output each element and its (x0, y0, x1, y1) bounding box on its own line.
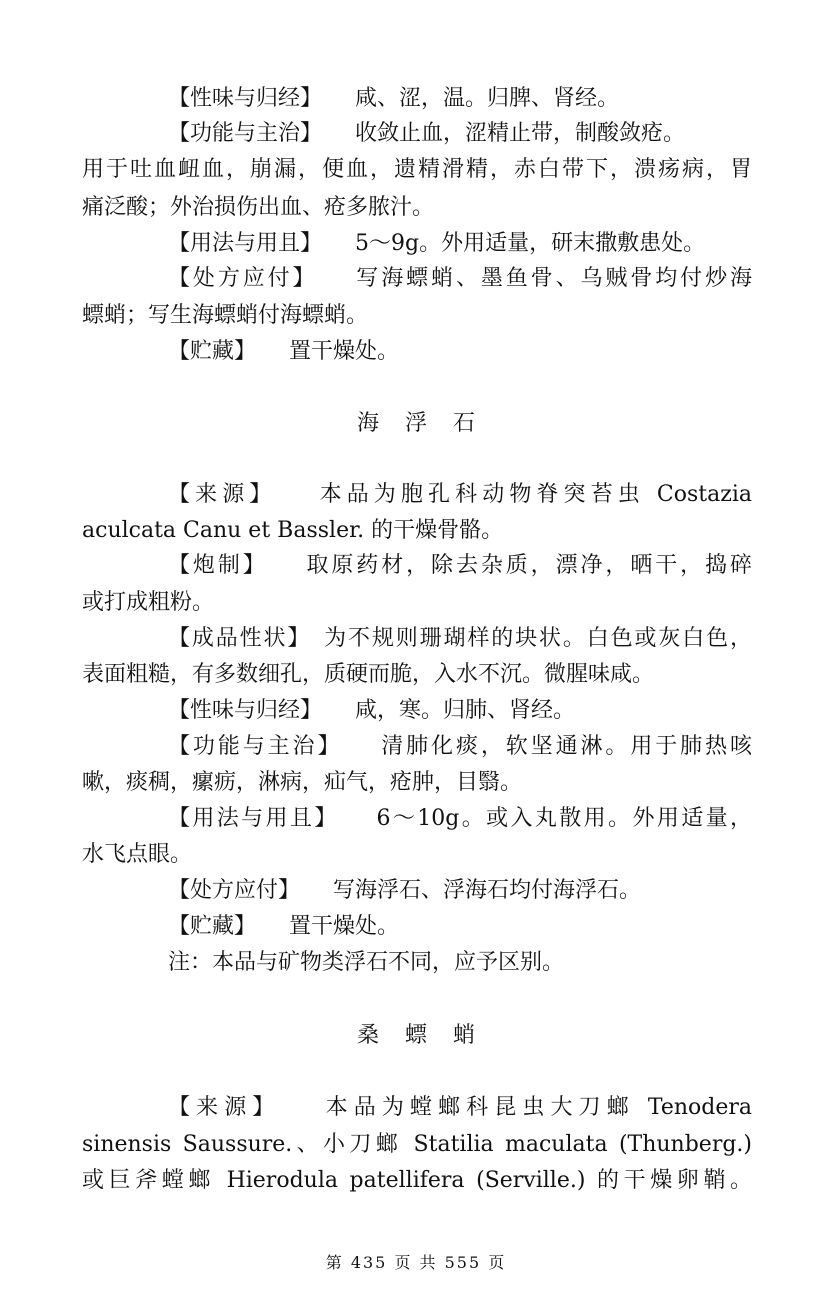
text-line: 或巨斧螳螂 Hierodula patellifera (Serville.) 的干燥卵鞘。 (82, 1168, 752, 1193)
text-line: 【处方应付】 写海螵蛸、墨鱼骨、乌贼骨均付炒海 (168, 266, 752, 291)
text-line: 用于吐血衄血，崩漏，便血，遗精滑精，赤白带下，溃疡病，胃 (82, 157, 752, 182)
text-line: 【贮藏】 置干燥处。 (168, 339, 400, 364)
text-line: 螵蛸；写生海螵蛸付海螵蛸。 (82, 303, 369, 328)
text-line: 【来源】 本品为螳螂科昆虫大刀螂 Tenodera (168, 1095, 752, 1120)
text-line: 痛泛酸；外治损伤出血、疮多脓汁。 (82, 195, 435, 220)
text-line: 【性味与归经】 咸、涩，温。归脾、肾经。 (168, 86, 620, 111)
text-line: 【功能与主治】 收敛止血，涩精止带，制酸敛疮。 (168, 121, 686, 146)
text-line: 【用法与用且】 6～10g。或入丸散用。外用适量， (168, 806, 752, 831)
text-line: 或打成粗粉。 (82, 590, 215, 615)
text-line: aculcata Canu et Bassler. 的干燥骨骼。 (82, 518, 504, 543)
text-line: 【成品性状】 为不规则珊瑚样的块状。白色或灰白色， (168, 626, 752, 651)
text-line: 注：本品与矿物类浮石不同，应予区别。 (168, 950, 565, 975)
text-line: 【用法与用且】 5～9g。外用适量，研末撒敷患处。 (168, 231, 706, 256)
text-line: 表面粗糙，有多数细孔，质硬而脆，入水不沉。微腥味咸。 (82, 662, 655, 687)
text-line: 【炮制】 取原药材，除去杂质，漂净，晒干，捣碎 (168, 553, 752, 578)
section-title: 海浮石 (356, 411, 501, 436)
text-line: 嗽，痰稠，瘰疬，淋病，疝气，疮肿，目翳。 (82, 770, 523, 795)
text-line: 【功能与主治】 清肺化痰，软坚通淋。用于肺热咳 (168, 734, 752, 759)
text-line: sinensis Saussure.、小刀螂 Statilia maculata (Thunberg.) (82, 1132, 752, 1157)
section-title: 桑螵蛸 (356, 1023, 501, 1048)
text-line: 【来源】 本品为胞孔科动物脊突苔虫 Costazia (168, 482, 752, 507)
text-line: 水飞点眼。 (82, 842, 193, 867)
text-line: 【处方应付】 写海浮石、浮海石均付海浮石。 (168, 878, 642, 903)
text-line: 【贮藏】 置干燥处。 (168, 914, 400, 939)
page-footer: 第 435 页 共 555 页 (325, 1253, 507, 1272)
text-line: 【性味与归经】 咸，寒。归肺、肾经。 (168, 698, 576, 723)
